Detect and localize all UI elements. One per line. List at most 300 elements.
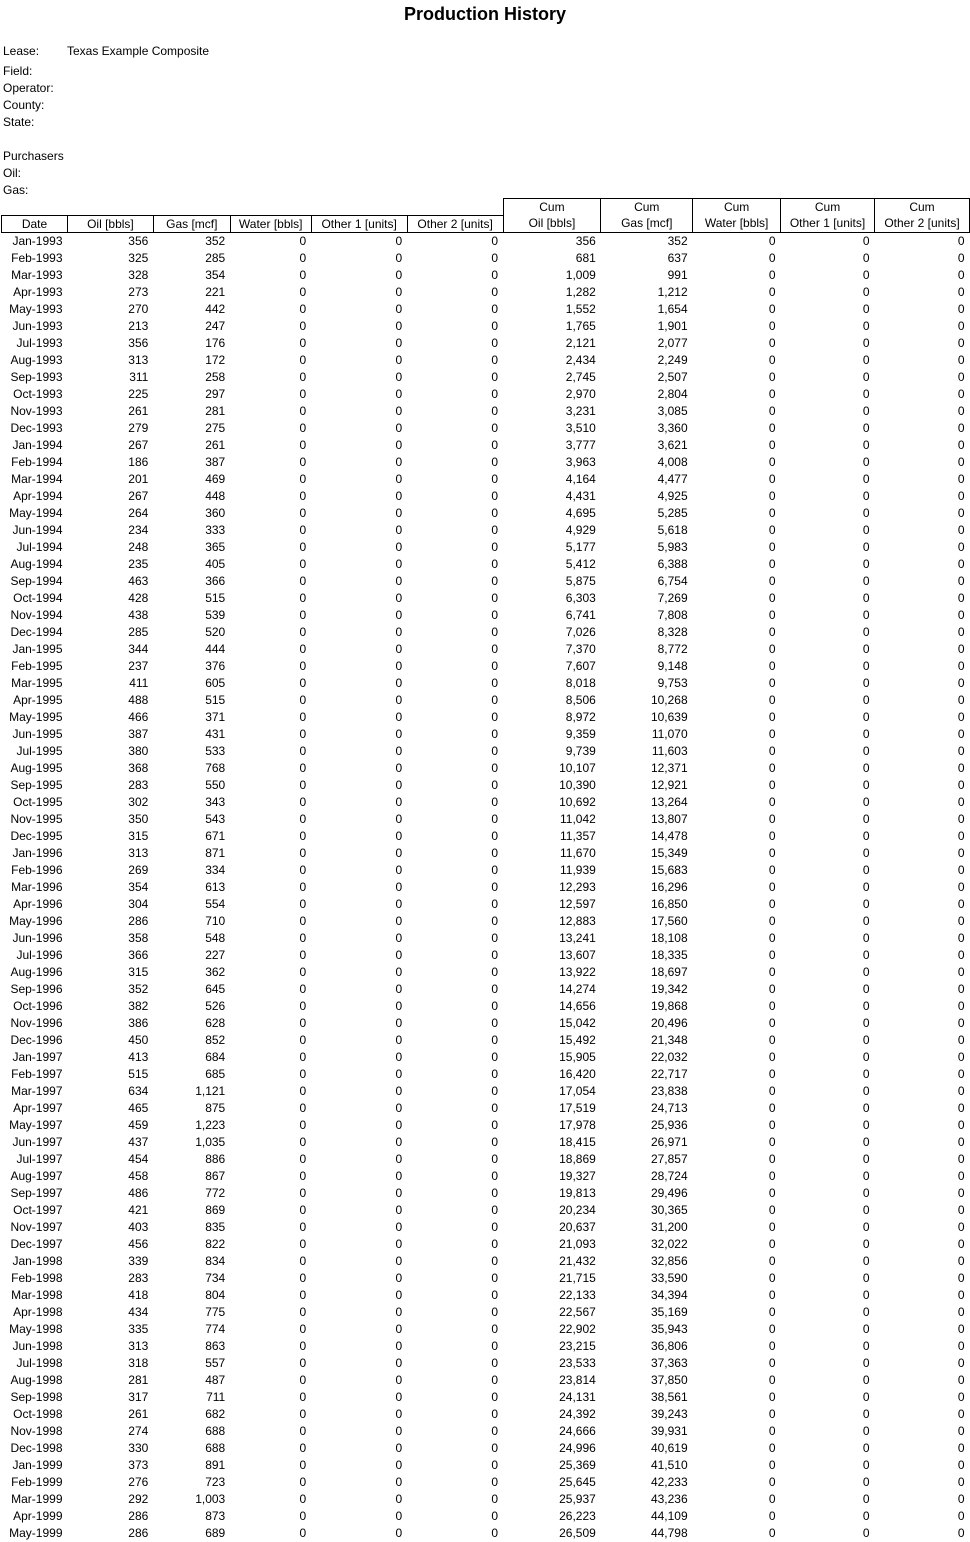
water-cell: 0 xyxy=(299,1508,307,1523)
cum-water-cell: 0 xyxy=(768,794,776,809)
gas-cell: 723 xyxy=(205,1474,226,1489)
water-cell: 0 xyxy=(299,760,307,775)
other2-cell: 0 xyxy=(491,522,499,537)
water-cell: 0 xyxy=(299,335,307,350)
other1-cell: 0 xyxy=(395,828,403,843)
gas-cell: 354 xyxy=(205,267,226,282)
table-row xyxy=(2,1491,970,1508)
cum-oil-cell: 2,121 xyxy=(565,335,596,350)
other1-cell: 0 xyxy=(395,590,403,605)
cum-oil-cell: 23,215 xyxy=(559,1338,596,1353)
table-row xyxy=(2,454,970,471)
cum-other2-cell: 0 xyxy=(957,794,965,809)
cum-water-cell: 0 xyxy=(768,964,776,979)
cum-gas-cell: 991 xyxy=(667,267,688,282)
cum-gas-cell: 6,388 xyxy=(657,556,688,571)
date-cell xyxy=(2,1219,68,1236)
date-cell xyxy=(2,1117,68,1134)
date-value: Aug-1994 xyxy=(10,556,63,571)
date-value: Mar-1995 xyxy=(11,675,63,690)
other1-cell: 0 xyxy=(395,879,403,894)
water-cell: 0 xyxy=(299,233,307,248)
date-cell xyxy=(2,1491,68,1508)
oil-cell: 248 xyxy=(128,539,149,554)
cum-oil-cell: 12,597 xyxy=(559,896,596,911)
table-row xyxy=(2,1389,970,1406)
cum-gas-cell: 5,618 xyxy=(657,522,688,537)
table-row xyxy=(2,1049,970,1066)
other2-cell: 0 xyxy=(491,1321,499,1336)
date-cell xyxy=(2,335,68,352)
cum-other1-cell: 0 xyxy=(862,1100,870,1115)
cum-other2-cell: 0 xyxy=(957,1185,965,1200)
water-cell: 0 xyxy=(299,386,307,401)
cum-oil-cell: 14,656 xyxy=(559,998,596,1013)
gas-cell: 822 xyxy=(205,1236,226,1251)
date-cell xyxy=(2,726,68,743)
other2-cell: 0 xyxy=(491,1185,499,1200)
table-row xyxy=(2,1253,970,1270)
cum-other2-cell: 0 xyxy=(957,1287,965,1302)
date-value: Jan-1995 xyxy=(12,641,63,656)
cum-other1-cell: 0 xyxy=(862,556,870,571)
cum-gas-cell: 16,850 xyxy=(650,896,688,911)
cum-oil-cell: 2,745 xyxy=(565,369,596,384)
other2-cell: 0 xyxy=(491,743,499,758)
cum-gas-cell: 39,931 xyxy=(650,1423,688,1438)
cum-gas-cell: 16,296 xyxy=(650,879,688,894)
cum-other2-cell: 0 xyxy=(957,1253,965,1268)
other2-cell: 0 xyxy=(491,811,499,826)
date-cell xyxy=(2,250,68,267)
other2-header: Other 2 [units] xyxy=(407,215,503,232)
cum-other1-cell: 0 xyxy=(862,1185,870,1200)
cum-other2-cell: 0 xyxy=(957,1474,965,1489)
water-cell: 0 xyxy=(299,301,307,316)
cum-gas-cell: 19,868 xyxy=(650,998,688,1013)
cum-water-cell: 0 xyxy=(768,403,776,418)
gas-cell: 605 xyxy=(205,675,226,690)
date-cell xyxy=(2,811,68,828)
cum-oil-header: Oil [bbls] xyxy=(503,215,601,232)
date-value: Oct-1998 xyxy=(13,1406,63,1421)
date-value: Feb-1996 xyxy=(11,862,63,877)
date-cell xyxy=(2,947,68,964)
cum-water-cell: 0 xyxy=(768,998,776,1013)
cum-other1-cell: 0 xyxy=(862,709,870,724)
cum-other1-cell: 0 xyxy=(862,267,870,282)
table-row xyxy=(2,1338,970,1355)
cum-water-cell: 0 xyxy=(768,1304,776,1319)
date-header: Date xyxy=(2,215,68,232)
table-row xyxy=(2,1015,970,1032)
gas-cell: 352 xyxy=(205,233,226,248)
cum-oil-cell: 21,715 xyxy=(559,1270,596,1285)
gas-cell: 768 xyxy=(205,760,226,775)
table-row xyxy=(2,624,970,641)
oil-cell: 313 xyxy=(128,1338,149,1353)
cum-oil-cell: 7,370 xyxy=(565,641,596,656)
cum-water-cell: 0 xyxy=(768,1508,776,1523)
cum-gas-cell: 31,200 xyxy=(650,1219,688,1234)
cum-other2-cell: 0 xyxy=(957,1304,965,1319)
date-cell xyxy=(2,232,68,250)
cum-gas-cell: 13,807 xyxy=(650,811,688,826)
cum-water-cell: 0 xyxy=(768,1202,776,1217)
gas-cell: 515 xyxy=(205,590,226,605)
cum-water-cell: 0 xyxy=(768,386,776,401)
other2-cell: 0 xyxy=(491,335,499,350)
cum-other1-cell: 0 xyxy=(862,658,870,673)
cum-other1-cell: 0 xyxy=(862,1440,870,1455)
cum-gas-cell: 35,943 xyxy=(650,1321,688,1336)
cum-other1-cell: 0 xyxy=(862,1253,870,1268)
cum-other1-cell: 0 xyxy=(862,1015,870,1030)
water-cell: 0 xyxy=(299,726,307,741)
purchaser-gas-label: Gas: xyxy=(3,183,29,197)
other2-cell: 0 xyxy=(491,607,499,622)
oil-cell: 213 xyxy=(128,318,149,333)
water-cell: 0 xyxy=(299,369,307,384)
table-row xyxy=(2,1457,970,1474)
cum-oil-cell: 25,645 xyxy=(559,1474,596,1489)
cum-oil-cell: 4,929 xyxy=(565,522,596,537)
cum-oil-cell: 2,970 xyxy=(565,386,596,401)
cum-other2-cell: 0 xyxy=(957,1355,965,1370)
cum-other2-cell: 0 xyxy=(957,437,965,452)
cum-gas-cell: 32,856 xyxy=(650,1253,688,1268)
cum-other2-cell: 0 xyxy=(957,1151,965,1166)
other2-cell: 0 xyxy=(491,1202,499,1217)
cum-oil-cell: 4,695 xyxy=(565,505,596,520)
other2-cell: 0 xyxy=(491,913,499,928)
cum-water-cell: 0 xyxy=(768,1372,776,1387)
county-label: County: xyxy=(3,98,45,112)
table-row xyxy=(2,1117,970,1134)
cum-other1-cell: 0 xyxy=(862,1338,870,1353)
cum-oil-cell: 24,392 xyxy=(559,1406,596,1421)
oil-cell: 366 xyxy=(128,947,149,962)
oil-cell: 286 xyxy=(128,1525,149,1540)
oil-cell: 270 xyxy=(128,301,149,316)
date-cell xyxy=(2,607,68,624)
purchaser-oil-label: Oil: xyxy=(3,166,21,180)
date-cell xyxy=(2,556,68,573)
gas-cell: 775 xyxy=(205,1304,226,1319)
cum-gas-cell: 2,077 xyxy=(657,335,688,350)
water-cell: 0 xyxy=(299,896,307,911)
table-row xyxy=(2,505,970,522)
cum-water-cell: 0 xyxy=(768,1474,776,1489)
other2-cell: 0 xyxy=(491,760,499,775)
table-row xyxy=(2,981,970,998)
date-value: Sep-1995 xyxy=(10,777,63,792)
water-cell: 0 xyxy=(299,947,307,962)
date-cell xyxy=(2,777,68,794)
table-row xyxy=(2,1321,970,1338)
cum-water-cell: 0 xyxy=(768,930,776,945)
cum-other2-cell: 0 xyxy=(957,896,965,911)
gas-cell: 774 xyxy=(205,1321,226,1336)
other2-cell: 0 xyxy=(491,1355,499,1370)
cum-oil-cell: 1,282 xyxy=(565,284,596,299)
date-value: Dec-1994 xyxy=(10,624,63,639)
cum-other1-cell: 0 xyxy=(862,1321,870,1336)
cum-gas-cell: 4,477 xyxy=(657,471,688,486)
oil-cell: 418 xyxy=(128,1287,149,1302)
cum-other2-cell: 0 xyxy=(957,862,965,877)
date-cell xyxy=(2,1032,68,1049)
cum-water-cell: 0 xyxy=(768,488,776,503)
cum-other1-cell: 0 xyxy=(862,607,870,622)
water-cell: 0 xyxy=(299,454,307,469)
other2-cell: 0 xyxy=(491,641,499,656)
date-value: Mar-1997 xyxy=(11,1083,63,1098)
cum-water-cell: 0 xyxy=(768,743,776,758)
table-row xyxy=(2,539,970,556)
cum-other2-cell: 0 xyxy=(957,250,965,265)
water-cell: 0 xyxy=(299,1168,307,1183)
cum-gas-cell: 6,754 xyxy=(657,573,688,588)
cum-water-cell: 0 xyxy=(768,1117,776,1132)
cum-other2-cell: 0 xyxy=(957,1406,965,1421)
date-value: Jan-1996 xyxy=(12,845,63,860)
water-cell: 0 xyxy=(299,1117,307,1132)
cum-gas-cell: 10,639 xyxy=(650,709,688,724)
water-cell: 0 xyxy=(299,420,307,435)
other1-cell: 0 xyxy=(395,1474,403,1489)
table-row xyxy=(2,743,970,760)
other1-cell: 0 xyxy=(395,1270,403,1285)
cum-oil-cell: 1,765 xyxy=(565,318,596,333)
cum-gas-cell: 4,925 xyxy=(657,488,688,503)
cum-other2-cell: 0 xyxy=(957,1321,965,1336)
cum-other1-cell: 0 xyxy=(862,1219,870,1234)
date-value: Sep-1994 xyxy=(10,573,63,588)
table-row xyxy=(2,1083,970,1100)
date-value: Feb-1995 xyxy=(11,658,63,673)
cum-oil-cell: 25,369 xyxy=(559,1457,596,1472)
cum-oil-cell: 3,963 xyxy=(565,454,596,469)
date-value: Dec-1996 xyxy=(10,1032,63,1047)
cum-oil-cell: 1,552 xyxy=(565,301,596,316)
cum-gas-cell: 3,085 xyxy=(657,403,688,418)
cum-gas-cell: 8,772 xyxy=(657,641,688,656)
cum-gas-cell: 27,857 xyxy=(650,1151,688,1166)
other1-cell: 0 xyxy=(395,1491,403,1506)
table-row xyxy=(2,1066,970,1083)
cum-gas-cell: 42,233 xyxy=(650,1474,688,1489)
cum-gas-cell: 1,654 xyxy=(657,301,688,316)
date-cell xyxy=(2,964,68,981)
date-cell xyxy=(2,641,68,658)
water-cell: 0 xyxy=(299,641,307,656)
gas-cell: 711 xyxy=(206,1389,226,1404)
oil-cell: 459 xyxy=(128,1117,149,1132)
water-cell: 0 xyxy=(299,1015,307,1030)
date-cell xyxy=(2,658,68,675)
cum-oil-cell: 21,432 xyxy=(559,1253,596,1268)
other2-cell: 0 xyxy=(491,318,499,333)
cum-gas-cell: 9,148 xyxy=(657,658,688,673)
date-value: Jan-1998 xyxy=(12,1253,63,1268)
table-row xyxy=(2,232,970,250)
table-row xyxy=(2,947,970,964)
cum-water-cell: 0 xyxy=(768,301,776,316)
cum-oil-cell: 22,567 xyxy=(559,1304,596,1319)
cum-gas-cell: 43,236 xyxy=(650,1491,688,1506)
date-value: Nov-1997 xyxy=(10,1219,63,1234)
table-row xyxy=(2,267,970,284)
table-row xyxy=(2,1372,970,1389)
gas-cell: 734 xyxy=(205,1270,226,1285)
gas-cell: 869 xyxy=(205,1202,226,1217)
cum-other1-cell: 0 xyxy=(862,1372,870,1387)
gas-cell: 1,121 xyxy=(195,1083,226,1098)
date-value: Jun-1998 xyxy=(12,1338,63,1353)
other2-cell: 0 xyxy=(491,437,499,452)
cum-water-cell: 0 xyxy=(768,879,776,894)
table-row xyxy=(2,709,970,726)
cum-other1-cell: 0 xyxy=(862,386,870,401)
cum-other1-cell: 0 xyxy=(862,573,870,588)
cum-oil-cell: 5,875 xyxy=(565,573,596,588)
date-cell xyxy=(2,1015,68,1032)
date-cell xyxy=(2,1440,68,1457)
cum-other2-cell: 0 xyxy=(957,1440,965,1455)
cum-other1-cell: 0 xyxy=(862,1304,870,1319)
other1-cell: 0 xyxy=(395,420,403,435)
cum-oil-cell: 23,533 xyxy=(559,1355,596,1370)
table-row xyxy=(2,352,970,369)
other1-cell: 0 xyxy=(395,777,403,792)
other1-cell: 0 xyxy=(395,488,403,503)
cum-other2-cell: 0 xyxy=(957,318,965,333)
cum-water-cell: 0 xyxy=(768,267,776,282)
oil-cell: 380 xyxy=(128,743,149,758)
cum-other1-cell: 0 xyxy=(862,964,870,979)
other2-cell: 0 xyxy=(491,1049,499,1064)
other1-cell: 0 xyxy=(395,1355,403,1370)
gas-cell: 515 xyxy=(205,692,226,707)
cum-oil-cell: 5,412 xyxy=(565,556,596,571)
other2-cell: 0 xyxy=(491,352,499,367)
oil-cell: 315 xyxy=(128,964,149,979)
cum-other2-cell: 0 xyxy=(957,301,965,316)
oil-cell: 358 xyxy=(128,930,149,945)
cum-water-cell: 0 xyxy=(768,284,776,299)
cum-other2-cell: 0 xyxy=(957,913,965,928)
other2-cell: 0 xyxy=(491,675,499,690)
other1-cell: 0 xyxy=(395,573,403,588)
other1-cell: 0 xyxy=(395,352,403,367)
cum-other1-cell: 0 xyxy=(862,505,870,520)
other1-cell: 0 xyxy=(395,811,403,826)
cum-water-cell: 0 xyxy=(768,641,776,656)
gas-cell: 550 xyxy=(205,777,226,792)
other2-cell: 0 xyxy=(491,1304,499,1319)
date-value: Mar-1993 xyxy=(11,267,63,282)
oil-cell: 450 xyxy=(128,1032,149,1047)
table-row xyxy=(2,369,970,386)
cum-oil-cell: 13,241 xyxy=(559,930,596,945)
other1-cell: 0 xyxy=(395,437,403,452)
gas-cell: 333 xyxy=(205,522,226,537)
cum-other2-cell: 0 xyxy=(957,964,965,979)
gas-cell: 1,035 xyxy=(195,1134,226,1149)
cum-other1-cell: 0 xyxy=(862,896,870,911)
gas-cell: 628 xyxy=(205,1015,226,1030)
water-cell: 0 xyxy=(299,1236,307,1251)
oil-cell: 201 xyxy=(128,471,149,486)
production-table xyxy=(1,198,970,1542)
other2-cell: 0 xyxy=(491,692,499,707)
date-cell xyxy=(2,981,68,998)
cum-gas-cell: 18,697 xyxy=(650,964,688,979)
cum-oil-cell: 17,054 xyxy=(559,1083,596,1098)
water-cell: 0 xyxy=(299,675,307,690)
cum-oil-cell: 1,009 xyxy=(565,267,596,282)
table-row xyxy=(2,335,970,352)
cum-other1-cell: 0 xyxy=(862,641,870,656)
table-row xyxy=(2,590,970,607)
cum-gas-cell: 21,348 xyxy=(650,1032,688,1047)
table-row xyxy=(2,1355,970,1372)
cum-water-cell: 0 xyxy=(768,845,776,860)
cum-other1-cell: 0 xyxy=(862,794,870,809)
cum-gas-cell: 4,008 xyxy=(657,454,688,469)
oil-cell: 339 xyxy=(128,1253,149,1268)
date-value: Nov-1995 xyxy=(10,811,63,826)
gas-cell: 520 xyxy=(205,624,226,639)
gas-cell: 682 xyxy=(205,1406,226,1421)
gas-cell: 285 xyxy=(205,250,226,265)
water-cell: 0 xyxy=(299,964,307,979)
cum-other2-cell: 0 xyxy=(957,1219,965,1234)
gas-cell: 863 xyxy=(205,1338,226,1353)
cum-gas-cell: 3,621 xyxy=(657,437,688,452)
cum-other2-cell: 0 xyxy=(957,369,965,384)
gas-cell: 261 xyxy=(205,437,226,452)
oil-cell: 456 xyxy=(128,1236,149,1251)
oil-cell: 634 xyxy=(128,1083,149,1098)
cum-other1-cell: 0 xyxy=(862,828,870,843)
cum-other1-cell: 0 xyxy=(862,1491,870,1506)
date-cell xyxy=(2,879,68,896)
water-cell: 0 xyxy=(299,1219,307,1234)
table-row xyxy=(2,1440,970,1457)
cum-water-cell: 0 xyxy=(768,1287,776,1302)
gas-cell: 671 xyxy=(205,828,226,843)
cum-oil-cell: 2,434 xyxy=(565,352,596,367)
cum-oil-cell: 3,510 xyxy=(565,420,596,435)
table-row xyxy=(2,913,970,930)
cum-gas-cell: 3,360 xyxy=(657,420,688,435)
table-row xyxy=(2,777,970,794)
cum-other1-cell: 0 xyxy=(862,726,870,741)
date-cell xyxy=(2,522,68,539)
oil-cell: 438 xyxy=(128,607,149,622)
other1-cell: 0 xyxy=(395,403,403,418)
date-value: Oct-1996 xyxy=(13,998,63,1013)
date-value: Jul-1996 xyxy=(16,947,63,962)
other2-cell: 0 xyxy=(491,947,499,962)
table-row xyxy=(2,726,970,743)
cum-water-cell: 0 xyxy=(768,1321,776,1336)
cum-other1-cell: 0 xyxy=(862,420,870,435)
gas-cell: 689 xyxy=(205,1525,226,1540)
cum-other1-cell: 0 xyxy=(862,335,870,350)
